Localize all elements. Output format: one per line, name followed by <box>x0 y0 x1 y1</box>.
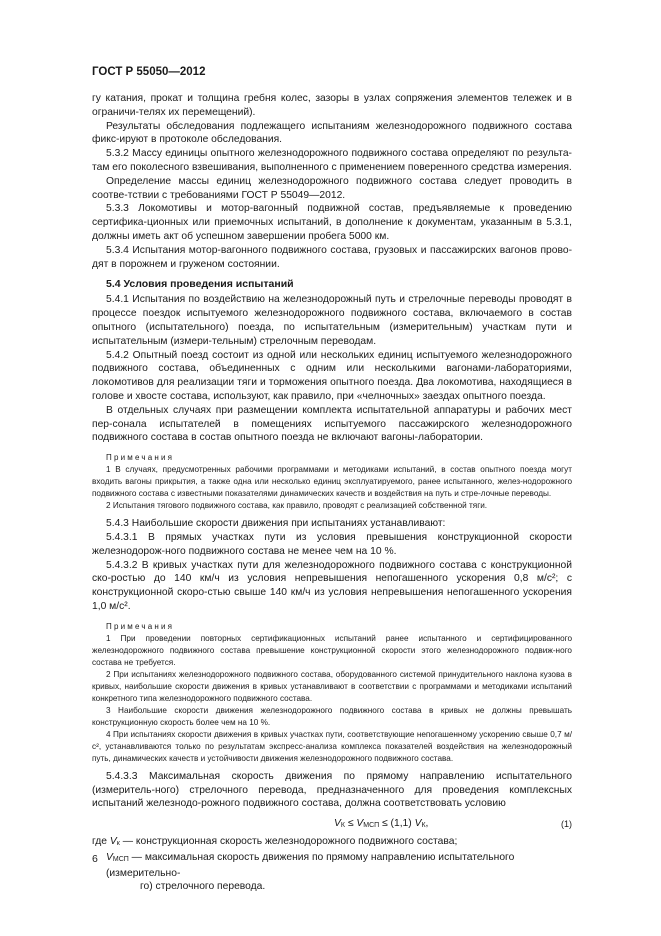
note-item: 4 При испытаниях скорости движения в кривых участках пути, соответствующие непогашенному ускорению свыше 0,7 м/с², устанавливаются только по результатам экспресс-анализа комплекса показателей воздействия на железнодорожный путь, динамических качеств и устойчивости движения железнодорожного подвижного состава. <box>92 729 572 763</box>
notes-title: Примечания <box>106 621 175 631</box>
legend-subscript: МСП <box>112 855 129 863</box>
formula-subscript: К <box>340 822 345 830</box>
paragraph: 5.4.1 Испытания по воздействию на железнодорожный путь и стрелочные переводы проводят в процессе поездок испытуемого железнодорожного подвижного состава, включаемого в состав опытного (испытательного) поезда, по испытательным (измерительным) участкам пути и испытательным (измери-тельным) стрелочным переводам. <box>92 294 572 347</box>
formula-legend <box>92 835 572 894</box>
paragraph: В отдельных случаях при размещении комплекта испытательной аппаратуры и рабочих мест пер-сонала испытателей в помещениях испытуемого пассажирского железнодорожного подвижного состава в состав опытного поезда не включают вагоны-лаборатории. <box>92 404 572 444</box>
page-number: 6 <box>92 853 98 865</box>
legend-definition: — максимальная скорость движения по прямому направлению испытательного (измерительно- <box>106 851 515 879</box>
paragraph: 5.3.2 Массу единицы опытного железнодорожного подвижного состава определяют по результа-там его поколесного взвешивания, выполненного с применением поверенного средства измерения. <box>92 148 572 173</box>
formula-symbol: V <box>414 818 422 830</box>
legend-prefix: где <box>92 836 108 848</box>
note-item: 2 Испытания тягового подвижного состава, как правило, проводят с реализацией собственной тяги. <box>106 501 488 511</box>
note-item: 1 При проведении повторных сертификационных испытаний ранее испытанного и сертифицированного железнодорожного подвижного состава превышение конструкционной скорости этого железнодорожного подвиж-ного состава не требуется. <box>92 633 572 667</box>
paragraph: Результаты обследования подлежащего испытаниям железнодорожного подвижного состава фикс-ируют в протоколе обследования. <box>92 120 572 146</box>
formula <box>92 815 572 833</box>
legend-definition: — конструкционная скорость железнодорожного подвижного состава; <box>122 836 458 848</box>
legend-symbol: V <box>106 851 113 863</box>
formula-tail: , <box>425 818 429 830</box>
note-item: 1 В случаях, предусмотренных рабочими программами и методиками испытаний, в состав опытного поезда могут входить вагоны прикрытия, а также одна или несколько единиц эксплуатируемого, ранее испытанного, желез-нодорожного подвижного состава с известными показателями динамических качеств и воздействия на путь и стре-лочные переводы. <box>92 465 572 499</box>
formula-symbol: V <box>356 818 364 830</box>
legend-symbol: V <box>109 836 117 848</box>
paragraph: 5.4.2 Опытный поезд состоит из одной или нескольких единиц испытуемого железнодорожного подвижного состава, объединенных с одним или несколькими вагонами-лабораториями, локомотивов для реализации тяги и торможения опытного поезда. Два локомотива, находящиеся в голове и хвосте состава, используют, как правило, при «челночных» заездах опытного поезда. <box>92 349 572 402</box>
paragraph: 5.3.4 Испытания мотор-вагонного подвижного состава, грузовых и пассажирских вагонов прово-дят в порожнем и груженом состоянии. <box>92 244 572 270</box>
formula-number: (1) <box>561 819 572 830</box>
note-item: 2 При испытаниях железнодорожного подвижного состава, оборудованного системой принудительного наклона кузова в кривых, наибольшие скорости движения в кривых устанавливают в соответствии с программами и методиками испытаний конкретного типа железнодорожного подвижного состава. <box>92 669 572 703</box>
notes-block <box>92 452 572 512</box>
paragraph: 5.4.3.3 Максимальная скорость движения по прямому направлению испытательного (измеритель-ного) стрелочного перевода, предназначенного для проведения комплексных испытаний железнодо-рожного подвижного состава, должна соответствовать условию <box>92 770 572 810</box>
note-item: 3 Наибольшие скорости движения железнодорожного подвижного состава в кривых не должны превышать конструкционную скорость более чем на 10 %. <box>92 705 572 727</box>
formula-operator: ≤ <box>347 818 354 830</box>
document-body <box>92 92 572 894</box>
formula-subscript: МСП <box>363 822 380 830</box>
formula-expression <box>334 815 428 835</box>
formula-operator: ≤ (1,1) <box>382 818 412 830</box>
legend-row <box>92 835 572 851</box>
paragraph: Определение массы единиц железнодорожного подвижного состава следует проводить в соотве-тствии с требованиями ГОСТ Р 55049—2012. <box>92 175 572 201</box>
notes-block <box>92 621 572 765</box>
document-header: ГОСТ Р 55050—2012 <box>92 66 206 78</box>
legend-subscript: к <box>116 840 120 848</box>
paragraph: 5.4.3 Наибольшие скорости движения при испытаниях устанавливают: <box>106 518 446 530</box>
paragraph: 5.4.3.1 В прямых участках пути из условия превышения конструкционной скорости железнодорож-ного подвижного состава не менее чем на 10 %. <box>92 531 572 557</box>
paragraph: гу катания, прокат и толщина гребня колес, зазоры в узлах сопряжения элементов тележек и в ограничи-телях их перемещений). <box>92 93 572 118</box>
paragraph: 5.3.3 Локомотивы и мотор-вагонный подвижной состав, предъявляемые к проведению сертифика-ционных или приемочных испытаний, в дополнение к документам, указанным в 5.3.1, должны иметь акт об успешном завершении пробега 5000 км. <box>92 203 572 242</box>
paragraph: 5.4.3.2 В кривых участках пути для железнодорожного подвижного состава с конструкционной ско-ростью до 140 км/ч из условия непревышения непогашенного ускорения 0,8 м/с²; с конструкционной скоро-стью свыше 140 км/ч из условия непревышения непогашенного ускорения 1,0 м/с². <box>92 559 572 612</box>
formula-subscript: К <box>421 822 426 830</box>
formula-symbol: V <box>334 818 341 830</box>
section-title: 5.4 Условия проведения испытаний <box>106 278 294 291</box>
legend-row <box>92 851 572 881</box>
notes-title: Примечания <box>106 453 175 463</box>
legend-continuation: го) стрелочного перевода. <box>140 881 266 893</box>
